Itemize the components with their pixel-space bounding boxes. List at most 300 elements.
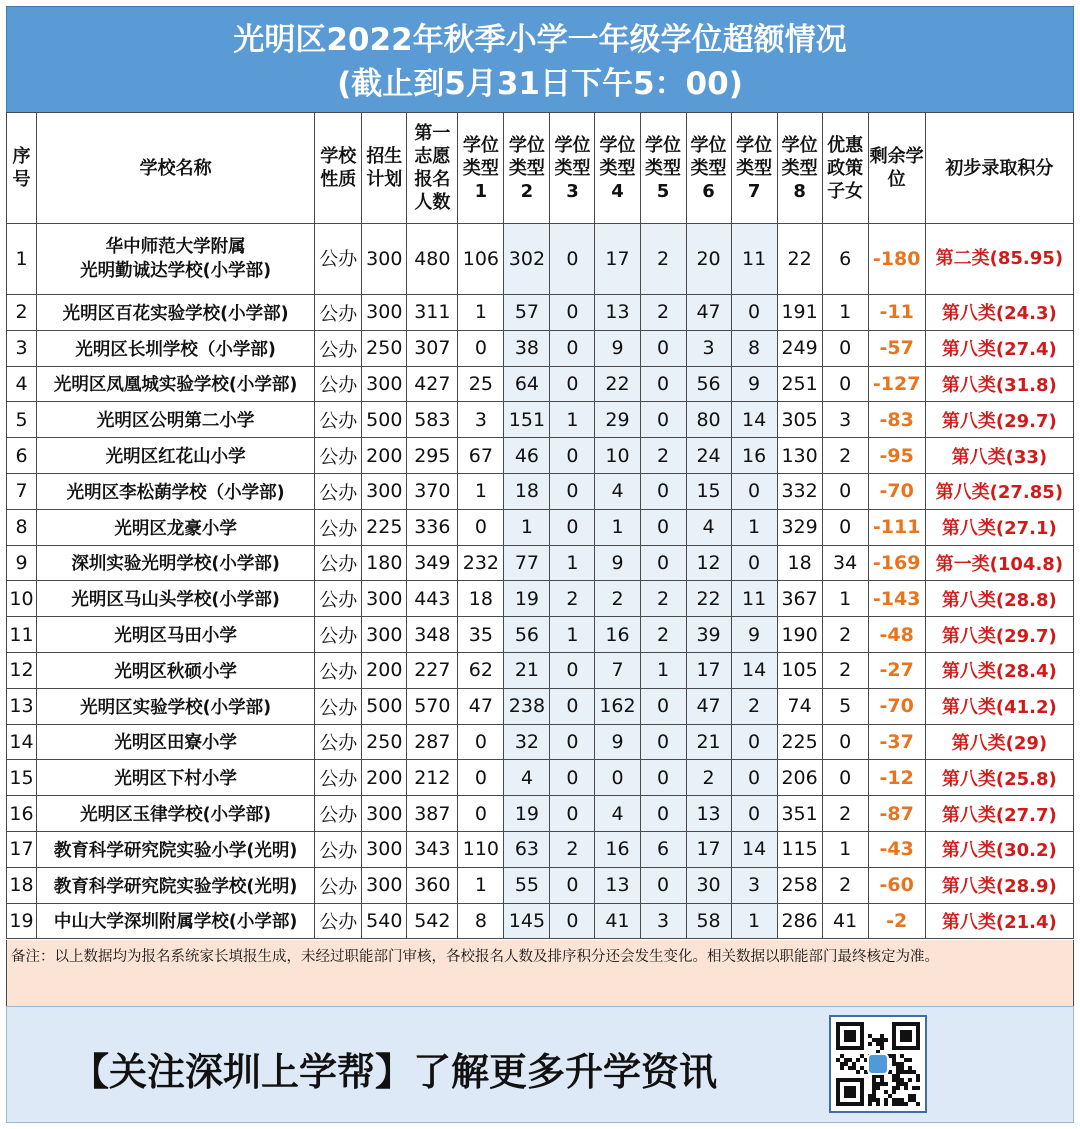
cell-remain: -143 xyxy=(868,581,925,617)
cell-apply: 570 xyxy=(407,688,458,724)
cell-t4: 13 xyxy=(595,867,640,903)
cell-t5: 0 xyxy=(640,688,686,724)
cell-plan: 200 xyxy=(362,438,407,474)
table-row xyxy=(7,581,1074,617)
column-header: 初步录取积分 xyxy=(925,113,1073,224)
cell-type: 公办 xyxy=(315,509,362,545)
cell-t6: 4 xyxy=(686,509,731,545)
cell-plan: 300 xyxy=(362,831,407,867)
school-name-cell xyxy=(37,903,315,939)
cell-apply: 542 xyxy=(407,903,458,939)
title-line-1: 光明区2022年秋季小学一年级学位超额情况 xyxy=(233,22,847,58)
cell-t3: 0 xyxy=(550,652,595,688)
cell-no: 7 xyxy=(7,473,37,509)
cell-t7: 0 xyxy=(731,796,777,832)
header-row xyxy=(7,113,1074,224)
cell-type: 公办 xyxy=(315,903,362,939)
cell-t5: 0 xyxy=(640,724,686,760)
cell-type: 公办 xyxy=(315,724,362,760)
cell-score: 第八类(24.3) xyxy=(925,295,1073,331)
title-banner xyxy=(6,6,1074,112)
school-name-cell xyxy=(37,438,315,474)
cell-remain: -43 xyxy=(868,831,925,867)
table-row xyxy=(7,509,1074,545)
cell-t7: 2 xyxy=(731,688,777,724)
cell-plan: 300 xyxy=(362,796,407,832)
cell-score: 第八类(29.7) xyxy=(925,402,1073,438)
column-header: 优惠政策子女 xyxy=(822,113,868,224)
cell-t7: 0 xyxy=(731,295,777,331)
school-name: 光明区玉律学校(小学部) xyxy=(80,805,272,826)
cell-t4: 17 xyxy=(595,224,640,295)
cell-t8: 258 xyxy=(777,867,822,903)
school-table xyxy=(6,112,1074,939)
cell-type: 公办 xyxy=(315,652,362,688)
cell-t2: 56 xyxy=(504,617,550,653)
cell-apply: 212 xyxy=(407,760,458,796)
cell-pref: 1 xyxy=(822,831,868,867)
cell-t4: 9 xyxy=(595,545,640,581)
cell-type: 公办 xyxy=(315,545,362,581)
cell-t2: 64 xyxy=(504,366,550,402)
cell-t7: 8 xyxy=(731,330,777,366)
cell-remain: -180 xyxy=(868,224,925,295)
cell-t7: 0 xyxy=(731,724,777,760)
table-wrapper xyxy=(6,112,1074,939)
cell-t6: 30 xyxy=(686,867,731,903)
cell-t8: 367 xyxy=(777,581,822,617)
school-name-cell xyxy=(37,295,315,331)
cell-type: 公办 xyxy=(315,796,362,832)
cell-t6: 13 xyxy=(686,796,731,832)
cell-type: 公办 xyxy=(315,402,362,438)
cell-t4: 29 xyxy=(595,402,640,438)
school-name-cell xyxy=(37,330,315,366)
cell-plan: 250 xyxy=(362,724,407,760)
school-name-cell xyxy=(37,831,315,867)
cell-pref: 1 xyxy=(822,581,868,617)
cell-t6: 21 xyxy=(686,724,731,760)
cell-t7: 11 xyxy=(731,224,777,295)
table-row xyxy=(7,617,1074,653)
qr-code-icon xyxy=(829,1015,927,1113)
school-name: 深圳实验光明学校(小学部) xyxy=(71,554,280,575)
cell-no: 9 xyxy=(7,545,37,581)
cell-t7: 3 xyxy=(731,867,777,903)
cell-type: 公办 xyxy=(315,295,362,331)
school-name: 光明区下村小学 xyxy=(114,769,237,790)
school-name: 光明区公明第二小学 xyxy=(96,411,255,432)
cell-score: 第八类(28.4) xyxy=(925,652,1073,688)
cell-t6: 47 xyxy=(686,295,731,331)
cell-remain: -127 xyxy=(868,366,925,402)
cell-t4: 9 xyxy=(595,724,640,760)
cell-no: 14 xyxy=(7,724,37,760)
cell-t3: 0 xyxy=(550,903,595,939)
cell-t5: 6 xyxy=(640,831,686,867)
cell-t1: 1 xyxy=(458,867,504,903)
cell-t1: 0 xyxy=(458,509,504,545)
cell-plan: 540 xyxy=(362,903,407,939)
cell-plan: 500 xyxy=(362,402,407,438)
cell-no: 4 xyxy=(7,366,37,402)
cell-t4: 10 xyxy=(595,438,640,474)
cell-apply: 311 xyxy=(407,295,458,331)
cell-score: 第八类(21.4) xyxy=(925,903,1073,939)
cell-score: 第一类(104.8) xyxy=(925,545,1073,581)
school-name-cell xyxy=(37,617,315,653)
school-name-cell xyxy=(37,760,315,796)
table-body xyxy=(7,224,1074,939)
cell-t5: 2 xyxy=(640,438,686,474)
cell-t2: 302 xyxy=(504,224,550,295)
cell-t3: 1 xyxy=(550,617,595,653)
cell-score: 第八类(29.7) xyxy=(925,617,1073,653)
cell-t1: 1 xyxy=(458,473,504,509)
school-name-cell xyxy=(37,224,315,295)
cell-t2: 77 xyxy=(504,545,550,581)
cell-no: 12 xyxy=(7,652,37,688)
column-header: 学校名称 xyxy=(37,113,315,224)
cell-t5: 2 xyxy=(640,295,686,331)
column-header: 学位类型7 xyxy=(731,113,777,224)
cell-t8: 206 xyxy=(777,760,822,796)
cell-score: 第八类(29) xyxy=(925,724,1073,760)
cell-t5: 3 xyxy=(640,903,686,939)
cell-t2: 145 xyxy=(504,903,550,939)
cell-score: 第八类(25.8) xyxy=(925,760,1073,796)
cell-t7: 0 xyxy=(731,760,777,796)
cell-t1: 110 xyxy=(458,831,504,867)
cell-t4: 7 xyxy=(595,652,640,688)
table-row xyxy=(7,473,1074,509)
cell-t8: 251 xyxy=(777,366,822,402)
cell-t7: 1 xyxy=(731,509,777,545)
school-name-cell xyxy=(37,366,315,402)
cell-t6: 56 xyxy=(686,366,731,402)
school-name-cell xyxy=(37,796,315,832)
cell-no: 11 xyxy=(7,617,37,653)
cell-t6: 39 xyxy=(686,617,731,653)
cell-remain: -111 xyxy=(868,509,925,545)
cell-t6: 80 xyxy=(686,402,731,438)
cell-no: 8 xyxy=(7,509,37,545)
cell-no: 2 xyxy=(7,295,37,331)
cell-t6: 3 xyxy=(686,330,731,366)
school-name: 光明区百花实验学校(小学部) xyxy=(62,303,289,324)
table-row xyxy=(7,366,1074,402)
cell-apply: 295 xyxy=(407,438,458,474)
school-name-cell xyxy=(37,581,315,617)
cell-t3: 0 xyxy=(550,688,595,724)
cell-plan: 200 xyxy=(362,652,407,688)
column-header: 学位类型3 xyxy=(550,113,595,224)
cell-t1: 8 xyxy=(458,903,504,939)
cell-apply: 370 xyxy=(407,473,458,509)
cell-plan: 250 xyxy=(362,330,407,366)
cell-t5: 0 xyxy=(640,796,686,832)
cell-pref: 41 xyxy=(822,903,868,939)
cell-type: 公办 xyxy=(315,366,362,402)
cell-remain: -2 xyxy=(868,903,925,939)
cell-t7: 0 xyxy=(731,473,777,509)
cell-t7: 11 xyxy=(731,581,777,617)
cell-t8: 105 xyxy=(777,652,822,688)
cell-t1: 67 xyxy=(458,438,504,474)
cell-t5: 0 xyxy=(640,867,686,903)
cell-pref: 34 xyxy=(822,545,868,581)
cell-type: 公办 xyxy=(315,581,362,617)
cell-no: 1 xyxy=(7,224,37,295)
cell-plan: 300 xyxy=(362,224,407,295)
cell-pref: 3 xyxy=(822,402,868,438)
cell-t2: 238 xyxy=(504,688,550,724)
cell-t8: 74 xyxy=(777,688,822,724)
cell-t3: 0 xyxy=(550,295,595,331)
cell-t8: 190 xyxy=(777,617,822,653)
school-name-line-2: 光明勤诚达学校(小学部) xyxy=(80,261,272,281)
cell-t8: 332 xyxy=(777,473,822,509)
cell-t8: 249 xyxy=(777,330,822,366)
school-name: 光明区马田小学 xyxy=(114,626,237,647)
school-name: 华中师范大学附属 xyxy=(105,237,246,257)
cell-no: 13 xyxy=(7,688,37,724)
cell-apply: 583 xyxy=(407,402,458,438)
cell-type: 公办 xyxy=(315,438,362,474)
column-header: 学位类型6 xyxy=(686,113,731,224)
cell-remain: -169 xyxy=(868,545,925,581)
cell-t1: 1 xyxy=(458,295,504,331)
cell-score: 第二类(85.95) xyxy=(925,224,1073,295)
cell-score: 第八类(27.1) xyxy=(925,509,1073,545)
cell-t4: 16 xyxy=(595,831,640,867)
table-row xyxy=(7,295,1074,331)
cell-t4: 162 xyxy=(595,688,640,724)
cell-score: 第八类(33) xyxy=(925,438,1073,474)
cell-t4: 4 xyxy=(595,473,640,509)
cell-type: 公办 xyxy=(315,473,362,509)
cell-pref: 5 xyxy=(822,688,868,724)
cell-t8: 329 xyxy=(777,509,822,545)
cell-t1: 0 xyxy=(458,330,504,366)
cell-t8: 305 xyxy=(777,402,822,438)
cell-t3: 0 xyxy=(550,867,595,903)
cell-apply: 343 xyxy=(407,831,458,867)
column-header: 序号 xyxy=(7,113,37,224)
cell-remain: -48 xyxy=(868,617,925,653)
cell-pref: 0 xyxy=(822,509,868,545)
cell-score: 第八类(27.85) xyxy=(925,473,1073,509)
cell-apply: 387 xyxy=(407,796,458,832)
cell-t3: 0 xyxy=(550,473,595,509)
cell-score: 第八类(28.9) xyxy=(925,867,1073,903)
cell-t5: 0 xyxy=(640,545,686,581)
column-header: 学位类型2 xyxy=(504,113,550,224)
cell-t3: 1 xyxy=(550,402,595,438)
cell-t6: 20 xyxy=(686,224,731,295)
cell-t3: 0 xyxy=(550,760,595,796)
cell-t3: 0 xyxy=(550,330,595,366)
cell-t6: 17 xyxy=(686,652,731,688)
cell-pref: 0 xyxy=(822,724,868,760)
cell-pref: 2 xyxy=(822,438,868,474)
cell-t1: 18 xyxy=(458,581,504,617)
cell-apply: 427 xyxy=(407,366,458,402)
cell-score: 第八类(41.2) xyxy=(925,688,1073,724)
table-row xyxy=(7,760,1074,796)
cell-t2: 38 xyxy=(504,330,550,366)
school-name: 教育科学研究院实验学校(光明) xyxy=(53,876,298,897)
cell-apply: 307 xyxy=(407,330,458,366)
school-name: 光明区红花山小学 xyxy=(105,447,246,468)
cell-t7: 14 xyxy=(731,652,777,688)
cell-pref: 0 xyxy=(822,366,868,402)
table-row xyxy=(7,224,1074,295)
cell-remain: -95 xyxy=(868,438,925,474)
cell-no: 15 xyxy=(7,760,37,796)
column-header: 第一志愿报名人数 xyxy=(407,113,458,224)
cell-t1: 47 xyxy=(458,688,504,724)
cell-t6: 12 xyxy=(686,545,731,581)
cell-apply: 480 xyxy=(407,224,458,295)
cell-t2: 21 xyxy=(504,652,550,688)
cell-t5: 0 xyxy=(640,366,686,402)
school-name: 光明区实验学校(小学部) xyxy=(80,697,272,718)
cell-t3: 2 xyxy=(550,831,595,867)
cell-t1: 35 xyxy=(458,617,504,653)
cell-t4: 13 xyxy=(595,295,640,331)
cell-score: 第八类(31.8) xyxy=(925,366,1073,402)
cell-t2: 57 xyxy=(504,295,550,331)
cell-t6: 24 xyxy=(686,438,731,474)
cell-t3: 0 xyxy=(550,438,595,474)
cell-apply: 443 xyxy=(407,581,458,617)
school-name: 光明区马山头学校(小学部) xyxy=(71,590,280,611)
cell-no: 3 xyxy=(7,330,37,366)
table-row xyxy=(7,330,1074,366)
school-name-cell xyxy=(37,688,315,724)
cell-t7: 0 xyxy=(731,545,777,581)
cell-t4: 4 xyxy=(595,796,640,832)
cell-no: 10 xyxy=(7,581,37,617)
cell-t5: 0 xyxy=(640,760,686,796)
cell-t7: 16 xyxy=(731,438,777,474)
cell-t4: 9 xyxy=(595,330,640,366)
cell-t3: 0 xyxy=(550,224,595,295)
cell-t1: 3 xyxy=(458,402,504,438)
cell-apply: 287 xyxy=(407,724,458,760)
cell-plan: 300 xyxy=(362,867,407,903)
school-name: 教育科学研究院实验小学(光明) xyxy=(53,840,298,861)
cell-t4: 0 xyxy=(595,760,640,796)
school-name: 中山大学深圳附属学校(小学部) xyxy=(53,912,298,933)
cell-t3: 0 xyxy=(550,509,595,545)
cell-t6: 17 xyxy=(686,831,731,867)
cell-type: 公办 xyxy=(315,330,362,366)
school-name-cell xyxy=(37,724,315,760)
school-name: 光明区秋硕小学 xyxy=(114,661,237,682)
footer-text: 【关注深圳上学帮】了解更多升学资讯 xyxy=(71,1050,718,1094)
cell-t1: 62 xyxy=(458,652,504,688)
cell-t4: 41 xyxy=(595,903,640,939)
cell-t7: 14 xyxy=(731,402,777,438)
school-name: 光明区长圳学校（小学部) xyxy=(75,339,276,360)
cell-t2: 55 xyxy=(504,867,550,903)
school-name-cell xyxy=(37,509,315,545)
school-name: 光明区李松蓢学校（小学部) xyxy=(66,482,285,503)
cell-plan: 300 xyxy=(362,581,407,617)
cell-remain: -27 xyxy=(868,652,925,688)
cell-t8: 130 xyxy=(777,438,822,474)
table-row xyxy=(7,545,1074,581)
cell-t5: 1 xyxy=(640,652,686,688)
cell-remain: -60 xyxy=(868,867,925,903)
cell-t7: 1 xyxy=(731,903,777,939)
cell-type: 公办 xyxy=(315,831,362,867)
column-header: 学位类型1 xyxy=(458,113,504,224)
cell-pref: 0 xyxy=(822,760,868,796)
cell-plan: 300 xyxy=(362,473,407,509)
table-row xyxy=(7,724,1074,760)
cell-t1: 25 xyxy=(458,366,504,402)
cell-no: 6 xyxy=(7,438,37,474)
cell-t2: 18 xyxy=(504,473,550,509)
cell-t2: 19 xyxy=(504,581,550,617)
cell-t8: 22 xyxy=(777,224,822,295)
cell-t1: 0 xyxy=(458,760,504,796)
school-name-cell xyxy=(37,473,315,509)
cell-t1: 232 xyxy=(458,545,504,581)
cell-t6: 2 xyxy=(686,760,731,796)
school-name: 光明区凤凰城实验学校(小学部) xyxy=(53,375,298,396)
cell-t4: 1 xyxy=(595,509,640,545)
school-name-cell xyxy=(37,867,315,903)
cell-remain: -57 xyxy=(868,330,925,366)
cell-t2: 151 xyxy=(504,402,550,438)
cell-no: 5 xyxy=(7,402,37,438)
school-name: 光明区龙豪小学 xyxy=(114,518,237,539)
cell-pref: 1 xyxy=(822,295,868,331)
cell-t3: 0 xyxy=(550,724,595,760)
cell-remain: -70 xyxy=(868,473,925,509)
cell-t3: 0 xyxy=(550,796,595,832)
cell-score: 第八类(27.4) xyxy=(925,330,1073,366)
cell-type: 公办 xyxy=(315,224,362,295)
cell-t8: 115 xyxy=(777,831,822,867)
cell-t8: 191 xyxy=(777,295,822,331)
cell-t5: 0 xyxy=(640,473,686,509)
cell-t6: 47 xyxy=(686,688,731,724)
cell-remain: -83 xyxy=(868,402,925,438)
cell-remain: -12 xyxy=(868,760,925,796)
title-line-2: (截止到5月31日下午5：00) xyxy=(337,66,743,102)
cell-t8: 286 xyxy=(777,903,822,939)
cell-t1: 0 xyxy=(458,796,504,832)
cell-score: 第八类(27.7) xyxy=(925,796,1073,832)
school-name-cell xyxy=(37,652,315,688)
cell-t5: 2 xyxy=(640,224,686,295)
cell-pref: 0 xyxy=(822,330,868,366)
cell-no: 17 xyxy=(7,831,37,867)
cell-t3: 1 xyxy=(550,545,595,581)
cell-remain: -37 xyxy=(868,724,925,760)
cell-t3: 0 xyxy=(550,366,595,402)
cell-remain: -87 xyxy=(868,796,925,832)
footer-banner xyxy=(6,1006,1074,1123)
cell-plan: 225 xyxy=(362,509,407,545)
cell-pref: 2 xyxy=(822,867,868,903)
cell-score: 第八类(30.2) xyxy=(925,831,1073,867)
